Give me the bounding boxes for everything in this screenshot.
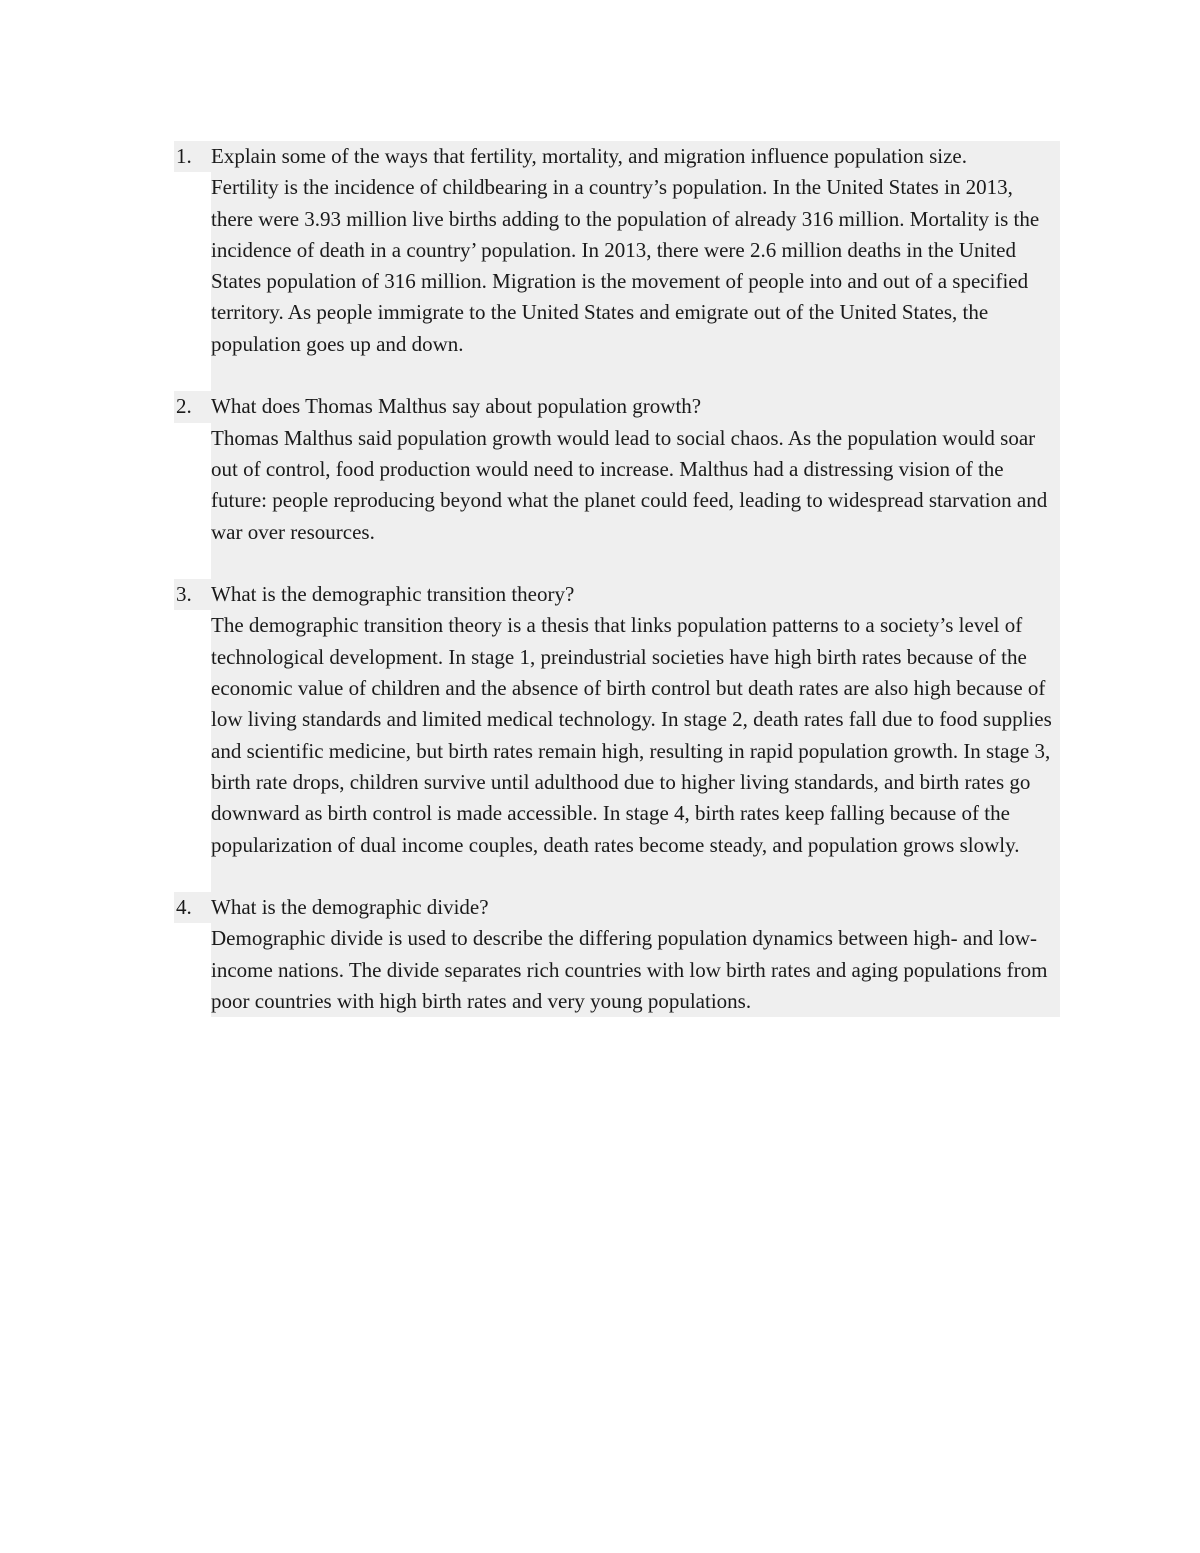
- question-text: What is the demographic divide?: [211, 895, 489, 920]
- item-number: 1.: [174, 141, 211, 172]
- paragraph-spacer: [211, 548, 1056, 579]
- paragraph-spacer: [211, 360, 1056, 391]
- question-text: What does Thomas Malthus say about population growth?: [211, 394, 702, 419]
- item-number: 2.: [174, 391, 211, 422]
- item-number: 4.: [174, 892, 211, 923]
- answer-text: The demographic transition theory is a thesis that links population patterns to a society’s level of technological development. In stage 1, preindustrial societies have high birth rates because of the economic value of children and the absence of birth control but death rates are also high because of low living standards and limited medical technology. In stage 2, death rates fall due to food supplies and scientific medicine, but birth rates remain high, resulting in rapid population growth. In stage 3, birth rate drops, children survive until adulthood due to higher living standards, and birth rates go downward as birth control is made accessible. In stage 4, birth rates keep falling because of the popularization of dual income couples, death rates become steady, and population grows slowly.: [211, 613, 1052, 857]
- qa-body: [211, 141, 1060, 391]
- qa-item-4: [174, 892, 1060, 1017]
- answer-text: Demographic divide is used to describe the differing population dynamics between high- and low-income nations. The divide separates rich countries with low birth rates and aging populations from poor countries with high birth rates and very young populations.: [211, 926, 1048, 1014]
- question-text: Explain some of the ways that fertility, mortality, and migration influence population size.: [211, 144, 967, 168]
- qa-item-1: [174, 141, 1060, 391]
- item-number: 3.: [174, 579, 211, 610]
- qa-body: [211, 391, 1060, 579]
- qa-body: [211, 579, 1060, 892]
- answer-text: Fertility is the incidence of childbearing in a country’s population. In the United States in 2013, there were 3.93 million live births adding to the population of already 316 million. Mortality is the incidence of death in a country’ population. In 2013, there were 2.6 million deaths in the United States population of 316 million. Migration is the movement of people into and out of a specified territory. As people immigrate to the United States and emigrate out of the United States, the population goes up and down.: [211, 175, 1040, 356]
- qa-item-2: [174, 391, 1060, 579]
- paragraph-spacer: [211, 861, 1056, 892]
- question-text: What is the demographic transition theory?: [211, 582, 575, 607]
- qa-body: [211, 892, 1060, 1017]
- qa-item-3: [174, 579, 1060, 892]
- question-answer-list: [174, 141, 1060, 1017]
- answer-text: Thomas Malthus said population growth would lead to social chaos. As the population would soar out of control, food production would need to increase. Malthus had a distressing vision of the future: people reproducing beyond what the planet could feed, leading to widespread starvation and war over resources.: [211, 425, 1048, 544]
